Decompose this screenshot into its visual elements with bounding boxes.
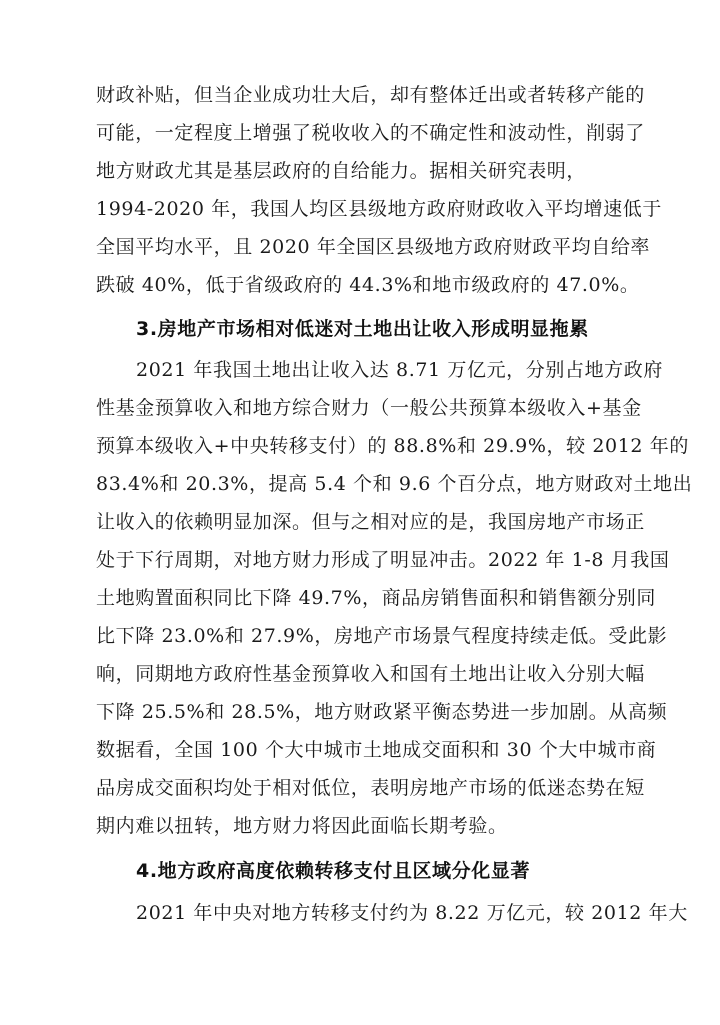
section-heading-3: 3.房地产市场相对低迷对土地出让收入形成明显拖累 bbox=[136, 318, 589, 340]
paragraph-line: 响，同期地方政府性基金预算收入和国有土地出让收入分别大幅 bbox=[96, 663, 645, 685]
paragraph-line: 全国平均水平，且 2020 年全国区县级地方政府财政平均自给率 bbox=[96, 236, 651, 258]
paragraph-line: 财政补贴，但当企业成功壮大后，却有整体迁出或者转移产能的 bbox=[96, 84, 645, 106]
paragraph-line: 处于下行周期，对地方财力形成了明显冲击。2022 年 1-8 月我国 bbox=[96, 549, 670, 571]
paragraph-line: 2021 年我国土地出让收入达 8.71 万亿元，分别占地方政府 bbox=[136, 359, 663, 381]
paragraph-line: 83.4%和 20.3%，提高 5.4 个和 9.6 个百分点，地方财政对土地出 bbox=[96, 473, 693, 495]
paragraph-line: 跌破 40%，低于省级政府的 44.3%和地市级政府的 47.0%。 bbox=[96, 274, 640, 296]
paragraph-line: 2021 年中央对地方转移支付约为 8.22 万亿元，较 2012 年大 bbox=[136, 902, 688, 924]
paragraph-line: 比下降 23.0%和 27.9%，房地产市场景气程度持续走低。受此影 bbox=[96, 625, 668, 647]
paragraph-line: 下降 25.5%和 28.5%，地方财政紧平衡态势进一步加剧。从高频 bbox=[96, 701, 668, 723]
paragraph-line: 可能，一定程度上增强了税收收入的不确定性和波动性，削弱了 bbox=[96, 122, 645, 144]
paragraph-line: 数据看，全国 100 个大中城市土地成交面积和 30 个大中城市商 bbox=[96, 739, 657, 761]
paragraph-line: 让收入的依赖明显加深。但与之相对应的是，我国房地产市场正 bbox=[96, 511, 645, 533]
paragraph-line: 1994-2020 年，我国人均区县级地方政府财政收入平均增速低于 bbox=[96, 198, 662, 220]
section-heading-4: 4.地方政府高度依赖转移支付且区域分化显著 bbox=[136, 860, 531, 882]
paragraph-line: 期内难以扭转，地方财力将因此面临长期考验。 bbox=[96, 815, 508, 837]
paragraph-line: 地方财政尤其是基层政府的自给能力。据相关研究表明， bbox=[96, 160, 587, 182]
paragraph-line: 性基金预算收入和地方综合财力（一般公共预算本级收入+基金 bbox=[96, 397, 642, 419]
paragraph-line: 品房成交面积均处于相对低位，表明房地产市场的低迷态势在短 bbox=[96, 777, 645, 799]
paragraph-line: 土地购置面积同比下降 49.7%，商品房销售面积和销售额分别同 bbox=[96, 587, 656, 609]
paragraph-line: 预算本级收入+中央转移支付）的 88.8%和 29.9%，较 2012 年的 bbox=[96, 435, 689, 457]
